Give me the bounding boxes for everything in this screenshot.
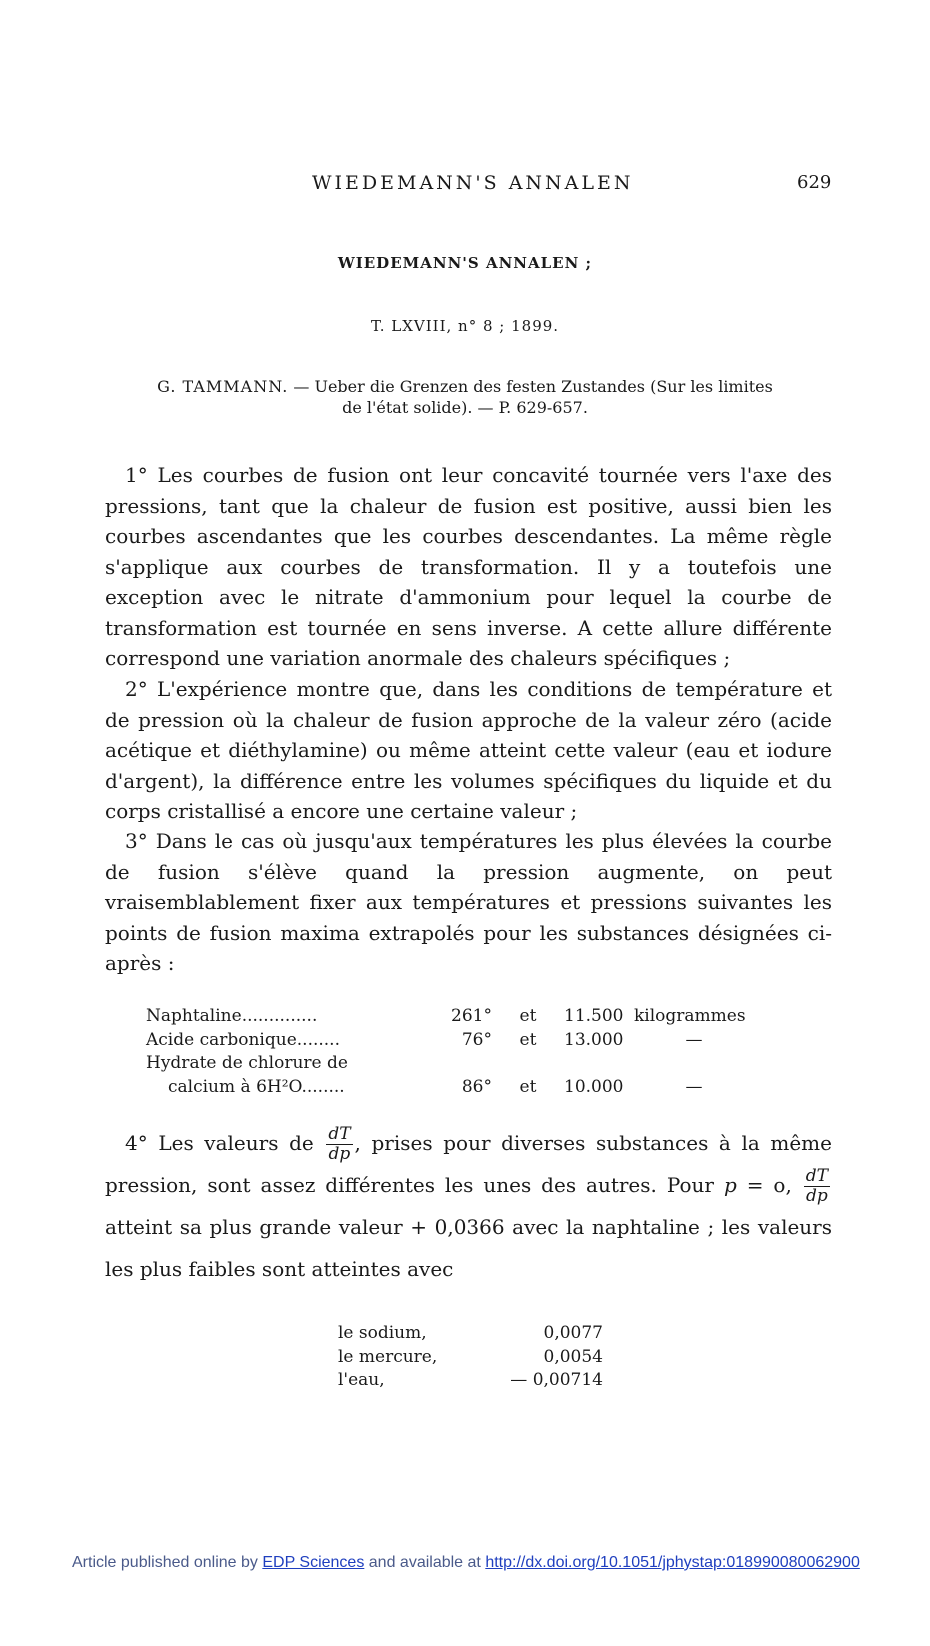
pressure-variable: p	[723, 1173, 737, 1197]
reference-title-line1: — Ueber die Grenzen des festen Zustandes (Sur les limites	[288, 377, 773, 396]
paragraph-1-text: 1° Les courbes de fusion ont leur concavité tournée vers l'axe des pressions, tant que la chaleur de fusion est positive, aussi bien les courbes ascendantes que les courbes descendantes. La même règle s'applique aux courbes de transformation. Il y a toutefois une exception avec le nitrate d'ammonium pour lequel la courbe de transformation est tournée en sens inverse. A cette allure différente correspond une variation anormale des chaleurs spécifiques ;	[105, 463, 832, 670]
paragraph-2-text: 2° L'expérience montre que, dans les conditions de température et de pression où la chaleur de fusion approche de la valeur zéro (acide acétique et diéthylamine) ou même atteint cette valeur (eau et iodure d'argent), la différence entre les volumes spécifiques du liquide et du corps cristallisé a encore une certaine valeur ;	[105, 677, 832, 823]
temperature: 76°	[461, 1029, 492, 1050]
paragraph-4-intro: 4° Les valeurs de	[125, 1131, 325, 1155]
publication-footer	[72, 1554, 860, 1572]
paragraph-2	[105, 674, 832, 827]
running-head: WIEDEMANN'S ANNALEN	[312, 172, 634, 194]
paragraph-3-text: 3° Dans le cas où jusqu'aux températures les plus élevées la courbe de fusion s'élève quand la pression augmente, on peut vraisemblablement fixer aux températures et pressions suivantes les points de fusion maxima extrapolés pour les substances désignées ci-après :	[105, 829, 832, 975]
value: 0,0077	[543, 1323, 603, 1343]
conjunction: et	[519, 1076, 537, 1097]
paragraph-4-text2: atteint sa plus grande valeur + 0,0366 avec la naphtaline ; les valeurs les plus faibles sont atteintes avec	[105, 1215, 832, 1281]
substance-name: le sodium,	[338, 1323, 427, 1343]
temperature: 261°	[451, 1006, 492, 1026]
issue-line: T. LXVIII, n° 8 ; 1899.	[370, 317, 560, 335]
unit-ditto: —	[685, 1076, 703, 1097]
unit-ditto: —	[685, 1029, 703, 1050]
pressure: 11.500	[564, 1006, 624, 1026]
publisher-link[interactable]: EDP Sciences	[262, 1554, 365, 1571]
fraction-numerator: dT	[805, 1166, 828, 1186]
fraction-denominator: dp	[806, 1186, 828, 1206]
substance-name: le mercure,	[338, 1346, 438, 1367]
substance-name-line1: Hydrate de chlorure de	[146, 1053, 348, 1073]
pressure: 10.000	[564, 1076, 624, 1097]
melting-maxima-table	[146, 1005, 754, 1099]
reference-author: G. TAMMANN.	[157, 377, 289, 396]
table-row	[338, 1369, 603, 1393]
table-row	[146, 1052, 754, 1076]
conjunction: et	[519, 1006, 537, 1026]
table-row	[146, 1076, 754, 1100]
table-row	[146, 1029, 754, 1053]
pressure-equation: = o,	[736, 1173, 792, 1197]
footer-middle: and available at	[364, 1554, 486, 1571]
substance-name: Acide carbonique........	[146, 1029, 340, 1050]
doi-link[interactable]: http://dx.doi.org/10.1051/jphystap:018990080062900	[485, 1554, 860, 1571]
page-number: 629	[797, 172, 832, 193]
paragraph-4-text1: , prises pour diverses substances à la même pression, sont assez différentes les unes des autres. Pour	[105, 1131, 832, 1197]
table-row	[338, 1346, 603, 1370]
table-row	[338, 1322, 603, 1346]
reference-title-line2: de l'état solide). — P. 629-657.	[342, 398, 588, 417]
fraction-numerator: dT	[328, 1124, 351, 1144]
footer-prefix: Article published online by	[72, 1554, 263, 1571]
conjunction: et	[519, 1029, 537, 1050]
derivative-fraction	[326, 1125, 352, 1164]
article-reference	[110, 376, 820, 418]
temperature: 86°	[461, 1076, 492, 1097]
pressure: 13.000	[564, 1029, 624, 1050]
unit: kilogrammes	[634, 1006, 746, 1026]
substance-name: l'eau,	[338, 1370, 385, 1390]
table-row	[146, 1005, 754, 1029]
value: 0,0054	[543, 1346, 603, 1367]
substance-name-line2: calcium à 6H²O........	[168, 1076, 345, 1097]
paragraph-3	[105, 826, 832, 979]
journal-title: WIEDEMANN'S ANNALEN ;	[337, 254, 593, 272]
lowest-values-table	[338, 1322, 603, 1393]
derivative-fraction	[804, 1167, 830, 1206]
substance-name: Naphtaline..............	[146, 1006, 318, 1026]
paragraph-1	[105, 460, 832, 674]
paragraph-4	[105, 1122, 832, 1290]
value: — 0,00714	[510, 1370, 603, 1390]
fraction-denominator: dp	[328, 1144, 351, 1164]
